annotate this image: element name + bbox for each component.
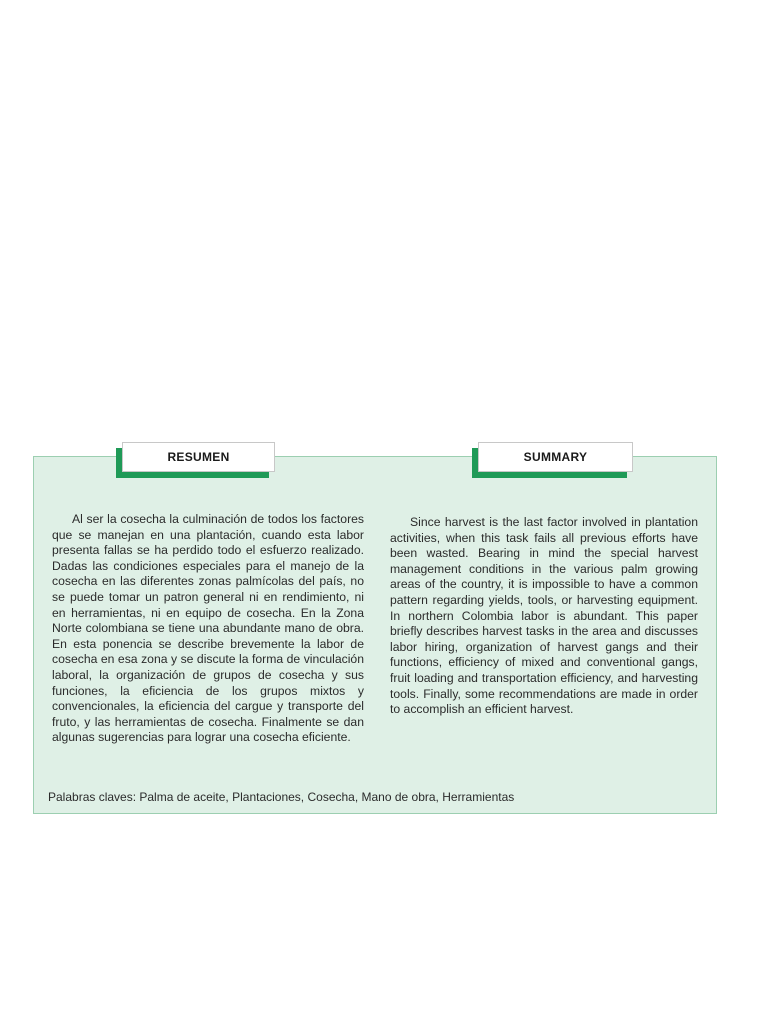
- resumen-text: Al ser la cosecha la culminación de todos los factores que se manejan en una plantación, cuando esta labor presenta fallas se ha perdido todo el esfuerzo realizado. Dadas las condiciones especiales para el manejo de la cosecha en las diferentes zonas palmícolas del país, no se puede tomar un patron general ni en rendimiento, ni en herramientas, ni en equipo de cosecha. En la Zona Norte colombiana se tiene una abundante mano de obra. En esta ponencia se describe brevemente la labor de cosecha en esa zona y se discute la forma de vinculación laboral, la organización de grupos de cosecha y sus funciones, la eficiencia de los grupos mixtos y convencionales, la eficiencia del cargue y transporte del fruto, y las herramientas de cosecha. Finalmente se dan algunas sugerencias para lograr una cosecha eficiente.: [52, 512, 364, 745]
- keywords-line: Palabras claves: Palma de aceite, Plantaciones, Cosecha, Mano de obra, Herramientas: [48, 790, 515, 804]
- resumen-heading: RESUMEN: [122, 442, 275, 472]
- summary-heading: SUMMARY: [478, 442, 633, 472]
- summary-tab: [478, 442, 633, 472]
- resumen-tab: [122, 442, 275, 472]
- summary-text: Since harvest is the last factor involved in plantation activities, when this task fails all previous efforts have been wasted. Bearing in mind the special harvest management conditions in the various palm growing areas of the country, it is impossible to have a common pattern regarding yields, tools, or harvesting equipment. In northern Colombia labor is abundant. This paper briefly describes harvest tasks in the area and discusses labor hiring, organization of harvest gangs and their functions, efficiency of mixed and conventional gangs, fruit loading and transportation efficiency, and harvesting tools. Finally, some recommendations are made in order to accomplish an efficient harvest.: [390, 515, 698, 717]
